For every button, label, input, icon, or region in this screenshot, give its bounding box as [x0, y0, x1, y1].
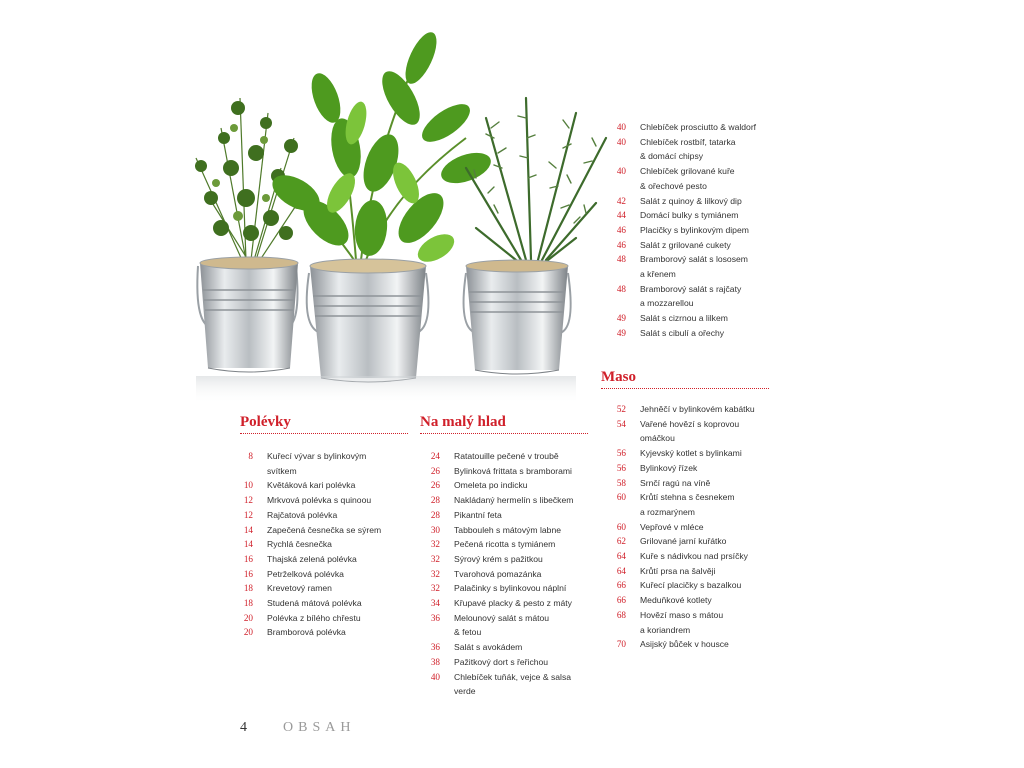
toc-entry-line: Rychlá česnečka: [267, 539, 332, 550]
toc-page-number: 12: [243, 509, 253, 520]
toc-entry-title: [454, 464, 572, 479]
toc-page-number: 32: [430, 539, 440, 550]
toc-entry-title: [454, 611, 549, 640]
toc-entry: [601, 608, 769, 637]
toc-entry-line: a mozzarellou: [640, 298, 694, 309]
toc-entry: [601, 194, 769, 209]
toc-entry-line: Srnčí ragú na víně: [640, 477, 711, 488]
toc-page-number: 58: [616, 477, 626, 488]
toc-entry-title: [454, 508, 502, 523]
toc-entry: [228, 523, 408, 538]
toc-page-number: 54: [616, 418, 626, 429]
toc-entry: [601, 520, 769, 535]
toc-entry-title: [640, 637, 729, 652]
toc-page-number: 42: [616, 195, 626, 206]
toc-entry-line: Bylinková frittata s bramborami: [454, 465, 572, 476]
toc-entry-line: Tabbouleh s mátovým labne: [454, 524, 562, 535]
toc-entry-line: Vařené hovězí s koprovou: [640, 418, 740, 429]
toc-entry-title: [640, 402, 755, 417]
toc-entry: [415, 464, 588, 479]
toc-entry-line: Bramborový salát s lososem: [640, 254, 748, 265]
toc-entry: [228, 552, 408, 567]
toc-entry: [415, 596, 588, 611]
toc-page-number: 40: [616, 122, 626, 132]
toc-page-number: 32: [430, 553, 440, 564]
toc-list-continued: [601, 120, 769, 341]
toc-entry: [228, 449, 408, 478]
toc-entry: [415, 581, 588, 596]
toc-entry: [601, 578, 769, 593]
toc-entry-line: Domácí bulky s tymiánem: [640, 210, 739, 221]
toc-entry-line: Pikantní feta: [454, 509, 502, 520]
toc-entry-line: Salát s avokádem: [454, 642, 523, 653]
toc-entry: [228, 567, 408, 582]
toc-entry: [415, 508, 588, 523]
toc-entry-line: verde: [454, 686, 476, 697]
toc-page-number: 64: [616, 551, 626, 562]
toc-entry: [228, 625, 408, 640]
toc-page-number: 16: [243, 553, 253, 564]
toc-list-maso: [601, 402, 769, 652]
toc-entry: [601, 164, 769, 193]
toc-entry-title: [454, 670, 571, 699]
toc-entry: [601, 417, 769, 446]
toc-entry-line: Nakládaný hermelín s libečkem: [454, 495, 574, 506]
toc-entry-title: [640, 578, 741, 593]
toc-entry: [415, 611, 588, 640]
toc-entry-title: [640, 417, 739, 446]
toc-entry-line: a koriandrem: [640, 624, 691, 635]
bucket-right: [464, 260, 571, 374]
toc-entry: [601, 593, 769, 608]
toc-page-number: 60: [616, 521, 626, 532]
toc-entry-title: [640, 593, 712, 608]
toc-page-number: 24: [430, 451, 440, 461]
toc-entry-line: Palačinky s bylinkovou náplní: [454, 583, 567, 594]
toc-column-maso: [601, 368, 769, 652]
toc-page-number: 32: [430, 583, 440, 594]
toc-entry-title: [640, 252, 748, 281]
toc-entry-title: [640, 446, 742, 461]
toc-entry-line: Kuře s nádivkou nad prsíčky: [640, 551, 748, 562]
toc-page-number: 60: [616, 492, 626, 503]
toc-entry-line: Kuřecí vývar s bylinkovým: [267, 451, 367, 461]
toc-entry-title: [267, 625, 346, 640]
toc-entry-title: [454, 537, 555, 552]
toc-entry-line: Grilované jarní kuřátko: [640, 536, 727, 547]
toc-entry-line: Melounový salát s mátou: [454, 612, 550, 623]
toc-entry: [601, 135, 769, 164]
toc-entry: [601, 534, 769, 549]
toc-entry-line: Vepřové v mléce: [640, 521, 704, 532]
toc-entry-line: Zapečená česnečka se sýrem: [267, 524, 382, 535]
toc-entry-title: [267, 552, 357, 567]
reflection: [196, 376, 576, 404]
section-heading-na-maly-hlad: Na malý hlad: [420, 413, 588, 434]
toc-entry: [415, 493, 588, 508]
rosemary-plant: [466, 98, 606, 260]
toc-entry: [601, 446, 769, 461]
toc-entry-title: [640, 490, 735, 519]
toc-page-number: 48: [616, 283, 626, 294]
toc-entry: [415, 655, 588, 670]
toc-list-polevky: [228, 449, 408, 640]
toc-entry: [228, 537, 408, 552]
toc-entry-title: [640, 164, 735, 193]
toc-entry-line: Meduňkové kotlety: [640, 595, 712, 606]
toc-list-na-maly-hlad: [415, 449, 588, 699]
toc-page-number: 52: [616, 404, 626, 414]
toc-entry-line: svítkem: [267, 465, 297, 476]
toc-entry-line: Chlebíček prosciutto & waldorf: [640, 122, 757, 132]
toc-entry-line: Mrkvová polévka s quinoou: [267, 495, 372, 506]
toc-entry-line: Ratatouille pečené v troubě: [454, 451, 559, 461]
toc-page-number: 26: [430, 465, 440, 476]
toc-entry-line: Bramborový salát s rajčaty: [640, 283, 742, 294]
toc-entry: [601, 223, 769, 238]
toc-page-number: 40: [616, 166, 626, 177]
toc-page-number: 49: [616, 313, 626, 324]
toc-entry-line: Salát s cizrnou a lilkem: [640, 313, 728, 324]
toc-entry-title: [640, 564, 715, 579]
toc-page-number: 49: [616, 327, 626, 338]
toc-entry-line: Tvarohová pomazánka: [454, 568, 542, 579]
toc-entry-line: Krevetový ramen: [267, 583, 332, 594]
toc-entry: [601, 311, 769, 326]
toc-entry-line: Salát s cibulí a ořechy: [640, 327, 725, 338]
toc-entry-line: a rozmarýnem: [640, 506, 695, 517]
toc-entry: [415, 449, 588, 464]
toc-entry: [601, 637, 769, 652]
toc-entry: [601, 208, 769, 223]
toc-entry-title: [454, 567, 541, 582]
toc-entry-line: Thajská zelená polévka: [267, 553, 357, 564]
toc-entry-title: [640, 608, 723, 637]
toc-entry-line: & domácí chipsy: [640, 151, 704, 162]
toc-entry-title: [640, 282, 741, 311]
toc-page-number: 30: [430, 524, 440, 535]
toc-entry-line: Hovězí maso s mátou: [640, 609, 724, 620]
toc-entry: [601, 476, 769, 491]
toc-entry: [228, 596, 408, 611]
toc-entry-line: Jehněčí v bylinkovém kabátku: [640, 404, 755, 414]
toc-entry-line: Petrželková polévka: [267, 568, 344, 579]
toc-entry: [228, 493, 408, 508]
toc-entry-line: Pažitkový dort s řeřichou: [454, 656, 549, 667]
toc-entry-title: [640, 520, 704, 535]
page-number: 4: [240, 720, 247, 735]
toc-page-number: 64: [616, 565, 626, 576]
toc-page-number: 34: [430, 598, 440, 609]
toc-entry-title: [454, 655, 548, 670]
toc-entry-title: [454, 523, 561, 538]
toc-entry: [415, 552, 588, 567]
toc-entry: [601, 282, 769, 311]
toc-entry: [601, 490, 769, 519]
toc-page-number: 28: [430, 495, 440, 506]
toc-entry-line: Krůtí stehna s česnekem: [640, 492, 735, 503]
bucket-center: [307, 259, 429, 382]
toc-page-number: 40: [616, 136, 626, 147]
toc-page-number: 14: [243, 539, 253, 550]
toc-entry-title: [454, 478, 528, 493]
toc-entry-line: Studená mátová polévka: [267, 598, 362, 609]
toc-entry-title: [640, 223, 749, 238]
toc-entry: [601, 549, 769, 564]
toc-page-number: 70: [616, 639, 626, 650]
toc-entry-line: Chlebíček grilované kuře: [640, 166, 735, 177]
toc-entry-line: a křenem: [640, 269, 676, 280]
toc-page-number: 10: [243, 480, 253, 491]
toc-column-na-maly-hlad: [420, 413, 588, 699]
toc-page-number: 46: [616, 239, 626, 250]
toc-entry-title: [640, 461, 697, 476]
toc-entry-title: [267, 449, 366, 478]
toc-entry-line: Květáková kari polévka: [267, 480, 356, 491]
toc-entry-line: Salát z quinoy & lilkový dip: [640, 195, 742, 206]
toc-entry-title: [640, 194, 742, 209]
toc-entry-line: omáčkou: [640, 433, 675, 444]
sage-plant: [266, 28, 494, 268]
toc-entry: [601, 252, 769, 281]
toc-entry: [601, 461, 769, 476]
toc-entry-title: [640, 208, 738, 223]
toc-entry: [601, 326, 769, 341]
toc-page-number: 18: [243, 583, 253, 594]
toc-entry: [415, 670, 588, 699]
toc-entry-title: [454, 596, 572, 611]
toc-page-number: 18: [243, 598, 253, 609]
toc-entry-title: [640, 135, 736, 164]
toc-entry-line: Bylinkový řízek: [640, 462, 698, 473]
toc-entry-title: [640, 238, 731, 253]
toc-entry-title: [454, 449, 559, 464]
toc-entry-line: Salát z grilované cukety: [640, 239, 731, 250]
toc-page-number: 16: [243, 568, 253, 579]
toc-page-number: 20: [243, 627, 253, 638]
toc-page-number: 66: [616, 595, 626, 606]
toc-entry-title: [454, 581, 566, 596]
toc-entry: [228, 478, 408, 493]
toc-entry-title: [267, 537, 332, 552]
toc-page-number: 8: [248, 451, 253, 461]
toc-entry-title: [267, 493, 371, 508]
toc-page-number: 12: [243, 495, 253, 506]
toc-entry-title: [454, 640, 522, 655]
toc-entry: [415, 640, 588, 655]
toc-entry: [415, 478, 588, 493]
toc-entry-line: Křupavé placky & pesto z máty: [454, 598, 572, 609]
toc-page-number: 68: [616, 609, 626, 620]
section-heading-maso: Maso: [601, 368, 769, 389]
section-label: OBSAH: [283, 720, 356, 735]
toc-entry-line: Polévka z bílého chřestu: [267, 612, 361, 623]
toc-entry-title: [640, 549, 748, 564]
toc-entry-title: [640, 476, 710, 491]
toc-entry: [415, 567, 588, 582]
toc-entry-line: & fetou: [454, 627, 482, 638]
toc-entry-title: [267, 567, 344, 582]
toc-entry: [228, 581, 408, 596]
toc-page-number: 20: [243, 612, 253, 623]
toc-page-number: 56: [616, 462, 626, 473]
toc-entry-title: [267, 523, 381, 538]
toc-entry-line: Pečená ricotta s tymiánem: [454, 539, 556, 550]
toc-page-number: 46: [616, 224, 626, 235]
toc-page-number: 40: [430, 671, 440, 682]
toc-entry-line: Chlebíček rostbíf, tatarka: [640, 136, 736, 147]
toc-page-number: 62: [616, 536, 626, 547]
toc-entry-title: [454, 493, 573, 508]
toc-page-number: 14: [243, 524, 253, 535]
toc-page-number: 32: [430, 568, 440, 579]
toc-page-number: 28: [430, 509, 440, 520]
toc-entry-title: [267, 508, 337, 523]
toc-entry-title: [640, 120, 756, 135]
toc-entry: [228, 611, 408, 626]
toc-page-number: 66: [616, 580, 626, 591]
toc-entry: [415, 537, 588, 552]
toc-column-continued: [601, 120, 769, 341]
bucket-left: [197, 257, 298, 372]
section-heading-polevky: Polévky: [240, 413, 408, 434]
toc-entry-line: Asijský bůček v housce: [640, 639, 729, 650]
toc-page-number: 36: [430, 612, 440, 623]
toc-entry-line: Kyjevský kotlet s bylinkami: [640, 448, 742, 459]
toc-page-number: 26: [430, 480, 440, 491]
toc-entry-line: Krůtí prsa na šalvěji: [640, 565, 716, 576]
toc-entry-title: [640, 534, 726, 549]
toc-entry-line: Omeleta po indicku: [454, 480, 528, 491]
toc-page-number: 44: [616, 210, 626, 221]
herb-pots-photo: [176, 28, 616, 406]
toc-entry: [601, 564, 769, 579]
toc-page-number: 48: [616, 254, 626, 265]
toc-entry-line: Sýrový krém s pažitkou: [454, 553, 543, 564]
toc-entry-title: [640, 326, 724, 341]
toc-entry-title: [267, 596, 362, 611]
toc-column-polevky: [240, 413, 408, 640]
toc-entry-line: Chlebíček tuňák, vejce & salsa: [454, 671, 572, 682]
toc-entry: [601, 402, 769, 417]
toc-entry-title: [267, 478, 355, 493]
toc-entry-title: [640, 311, 728, 326]
toc-entry: [228, 508, 408, 523]
toc-entry-line: & ořechové pesto: [640, 180, 707, 191]
toc-entry: [601, 120, 769, 135]
toc-entry-title: [267, 581, 332, 596]
toc-entry-line: Rajčatová polévka: [267, 509, 338, 520]
toc-page-number: 56: [616, 448, 626, 459]
toc-page-number: 38: [430, 656, 440, 667]
toc-entry-title: [267, 611, 361, 626]
toc-entry-line: Bramborová polévka: [267, 627, 346, 638]
toc-page-number: 36: [430, 642, 440, 653]
toc-entry-line: Placičky s bylinkovým dipem: [640, 224, 749, 235]
toc-entry-title: [454, 552, 543, 567]
toc-entry: [415, 523, 588, 538]
toc-entry: [601, 238, 769, 253]
toc-entry-line: Kuřecí placičky s bazalkou: [640, 580, 742, 591]
